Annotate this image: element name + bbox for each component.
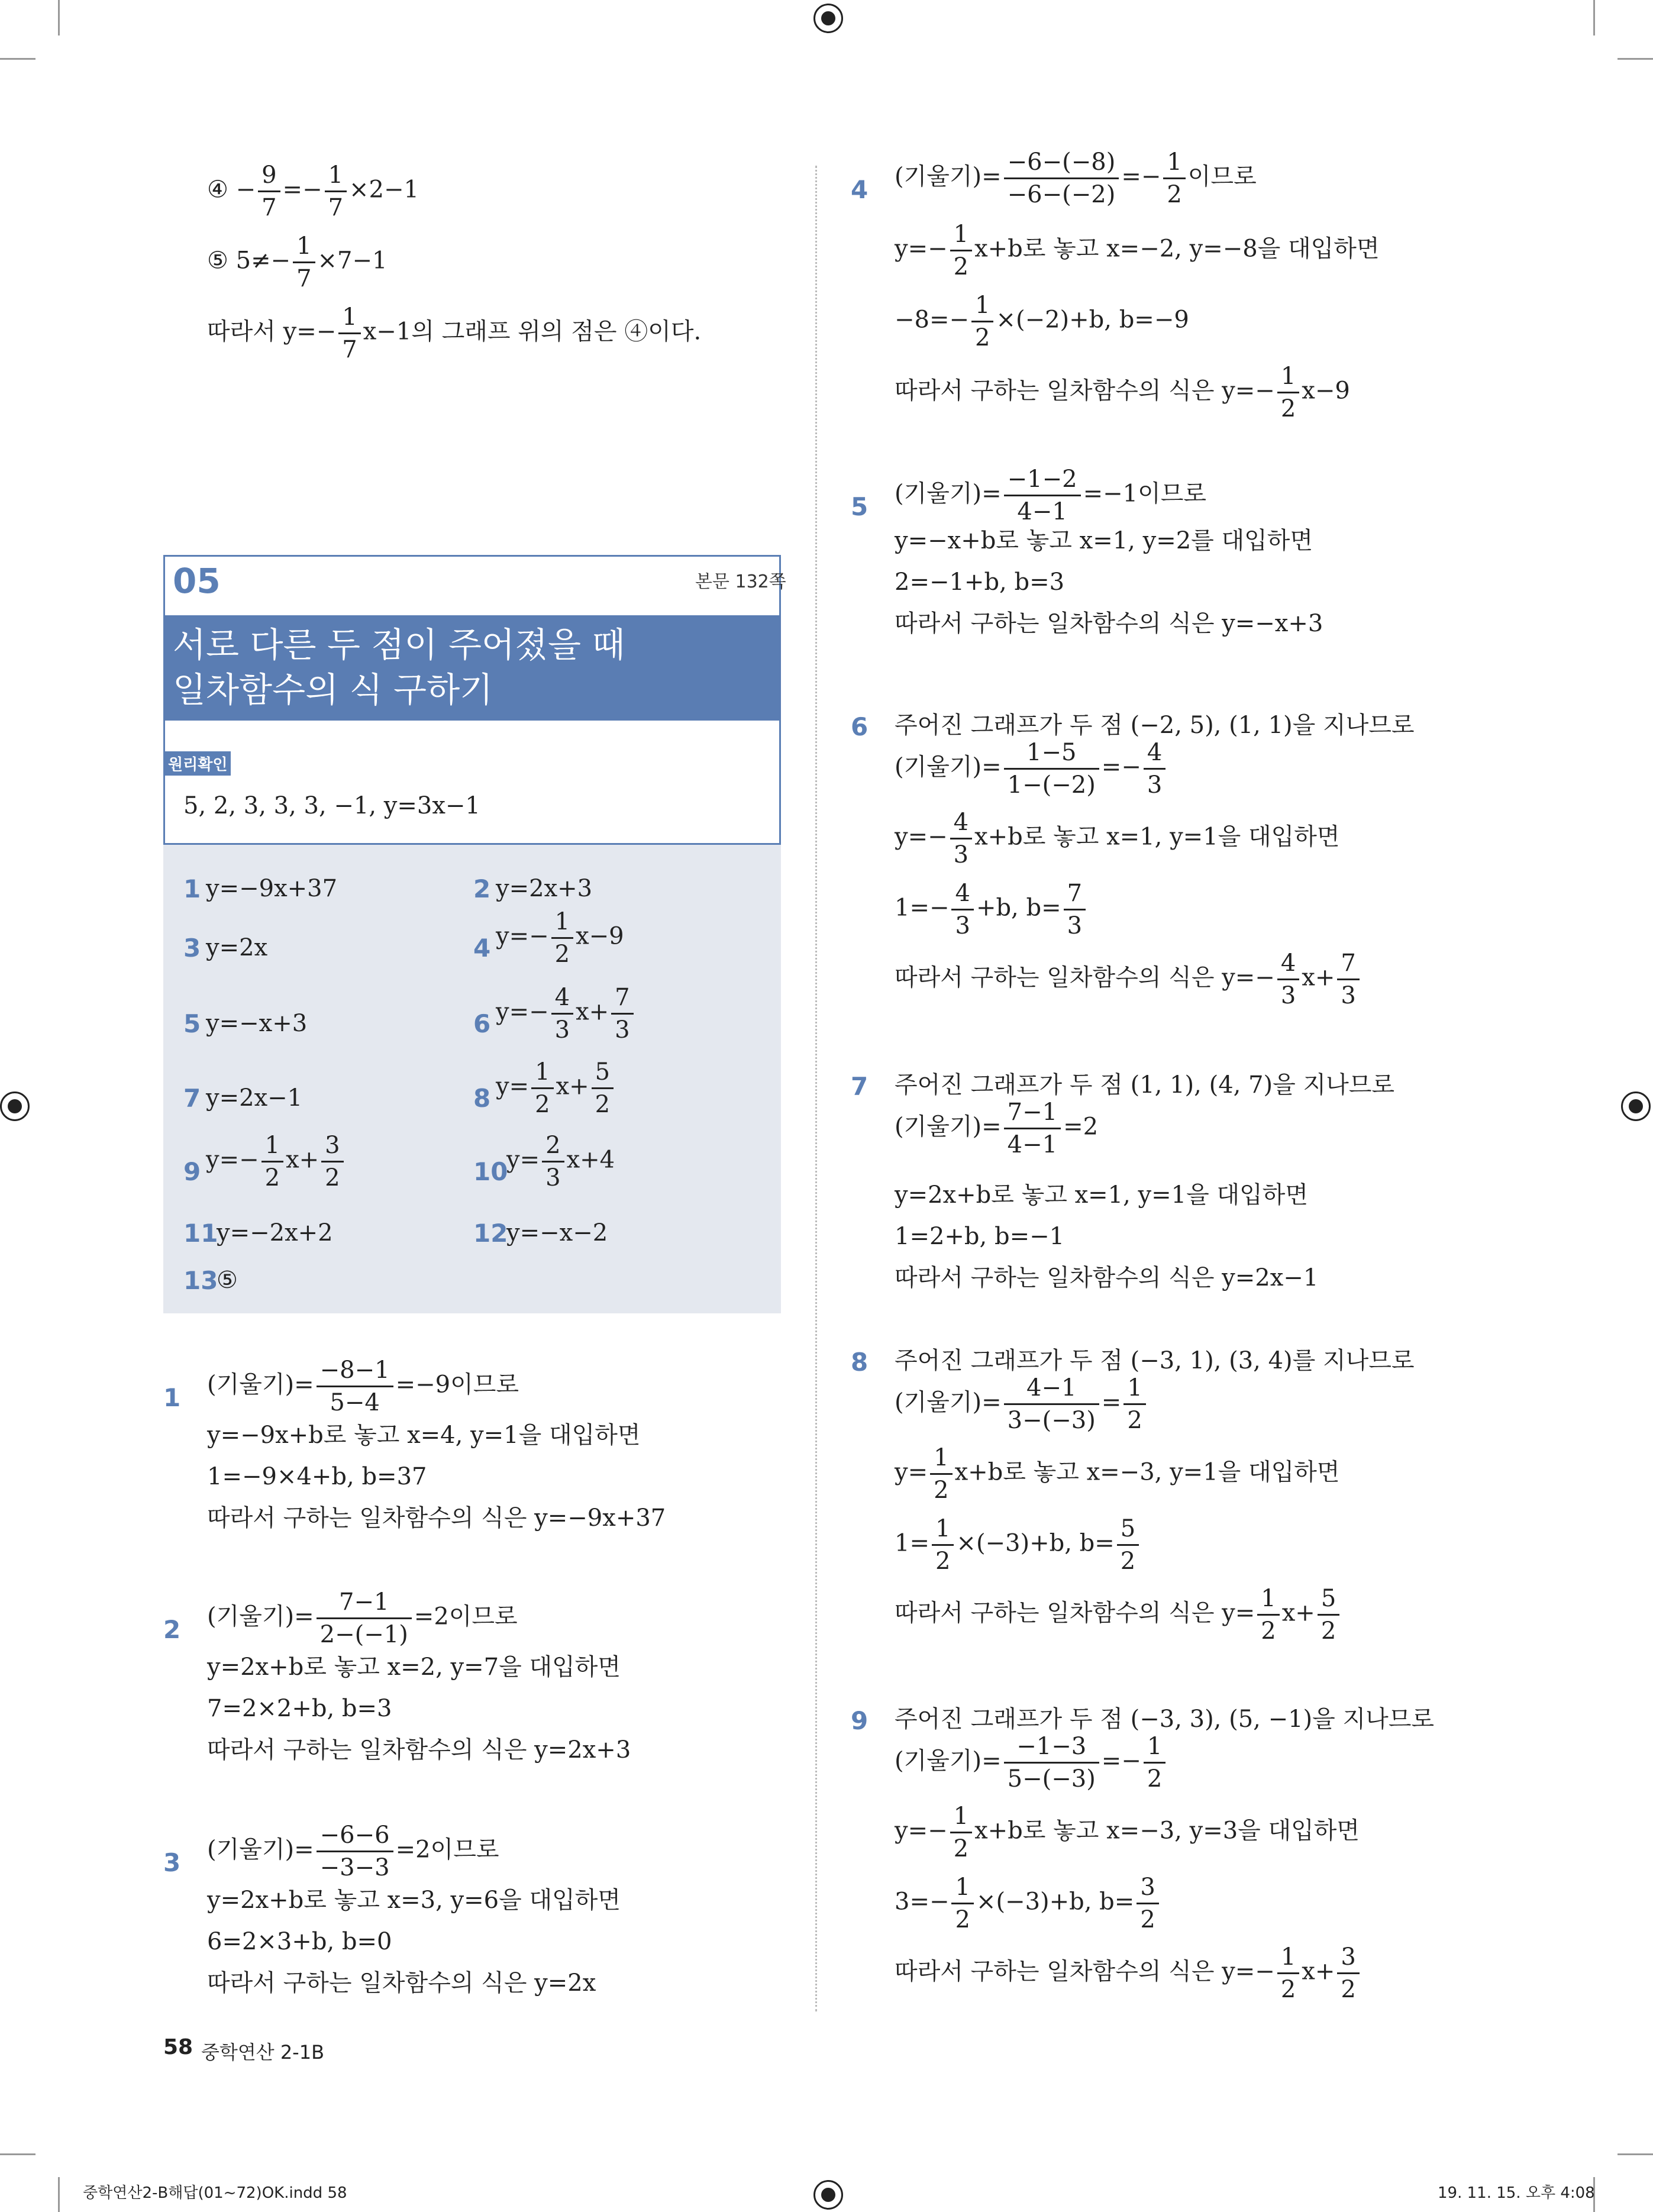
fraction-numerator: 5 <box>592 1057 614 1089</box>
text-segment: x+ <box>1302 964 1335 992</box>
solution-line <box>895 948 1362 1011</box>
answer-text <box>206 1080 302 1116</box>
fraction <box>592 1057 614 1120</box>
fraction <box>1004 147 1119 210</box>
fraction-denominator: 2 <box>1321 1617 1336 1645</box>
solution-line <box>895 147 1257 210</box>
registration-mark-icon <box>813 2180 843 2210</box>
text-segment: y=2x+3 <box>496 875 593 902</box>
fraction <box>317 1820 393 1883</box>
answer-number: 10 <box>473 1157 508 1186</box>
fraction-numerator: 7 <box>1337 948 1359 980</box>
fraction-denominator: 2 <box>955 1906 970 1933</box>
text-segment: ×(−2)+b, b=−9 <box>996 306 1189 334</box>
text-segment: 주어진 그래프가 두 점 (−3, 1), (3, 4)를 지나므로 <box>895 1347 1415 1374</box>
section-ref: 본문 132쪽 <box>695 571 786 592</box>
problem-number: 4 <box>851 175 869 204</box>
text-segment: 따라서 구하는 일차함수의 식은 y=2x−1 <box>895 1264 1319 1291</box>
fraction-denominator: 3 <box>615 1016 630 1044</box>
answer-text <box>506 1130 615 1193</box>
fraction-denominator: 3 <box>953 841 969 868</box>
fraction-denominator: 2 <box>535 1091 550 1118</box>
text-segment: x−9 <box>1302 377 1350 405</box>
text-segment: =2 <box>1063 1113 1099 1141</box>
text-segment: x+ <box>556 1073 589 1100</box>
fraction-denominator: 2 <box>1280 395 1296 422</box>
answer-text <box>206 871 337 906</box>
answer-number: 6 <box>473 1009 491 1038</box>
text-segment: x+ <box>576 998 609 1026</box>
fraction <box>932 1513 954 1577</box>
principle-tag: 원리확인 <box>164 751 231 776</box>
text-segment: x+ <box>1302 1958 1335 1985</box>
answer-text <box>496 906 624 970</box>
fraction-numerator: 1 <box>950 1801 972 1833</box>
solution-line <box>895 606 1323 641</box>
fraction-denominator: 2 <box>935 1548 951 1575</box>
fraction-denominator: 5−(−3) <box>1007 1765 1096 1793</box>
crop-mark <box>1593 0 1595 35</box>
crop-mark <box>0 2153 35 2155</box>
fraction <box>321 1130 343 1193</box>
fraction-denominator: 2 <box>325 1164 340 1191</box>
fraction <box>930 1442 952 1506</box>
text-segment: 6=2×3+b, b=0 <box>207 1928 392 1955</box>
text-segment: (기울기)= <box>895 480 1002 508</box>
text-segment: x+b로 놓고 x=−3, y=3을 대입하면 <box>974 1817 1360 1845</box>
fraction <box>1117 1513 1139 1577</box>
solution-line <box>895 1942 1362 2005</box>
fraction-numerator: 1 <box>1123 1373 1145 1405</box>
solution-line <box>895 1097 1098 1160</box>
text-segment: y=2x+b로 놓고 x=2, y=7을 대입하면 <box>207 1654 621 1681</box>
problem-number: 3 <box>163 1848 181 1877</box>
fraction-denominator: 3 <box>554 1016 570 1044</box>
fraction-numerator: 7 <box>1064 878 1086 910</box>
fraction-numerator: 4−1 <box>1004 1373 1099 1405</box>
crop-mark <box>0 58 35 60</box>
fraction-denominator: 2 <box>1120 1548 1136 1575</box>
solution-line <box>895 1513 1141 1577</box>
left-top-line-4: ④ − $\frac{9}{7}$ =− $\frac{1}{7}$ ×2−1 <box>207 160 419 223</box>
text-segment: 주어진 그래프가 두 점 (1, 1), (4, 7)을 지나므로 <box>895 1071 1395 1099</box>
text-segment: y=2x+b로 놓고 x=3, y=6을 대입하면 <box>207 1887 621 1914</box>
solution-line <box>895 523 1313 558</box>
answer-number: 11 <box>183 1219 218 1248</box>
solution-line <box>895 464 1206 527</box>
text-segment: =−9이므로 <box>395 1371 519 1399</box>
text-segment: 따라서 구하는 일차함수의 식은 y= <box>895 1599 1255 1627</box>
fraction <box>611 982 633 1045</box>
problem-number: 5 <box>851 492 869 521</box>
text-segment: +b, b= <box>976 894 1061 922</box>
solution-line <box>895 737 1168 800</box>
solution-line <box>895 1872 1161 1935</box>
fraction-numerator: 3 <box>321 1130 343 1162</box>
fraction <box>261 1130 283 1193</box>
text-segment: x+ <box>286 1146 319 1174</box>
text-segment: =−1이므로 <box>1083 480 1206 508</box>
fraction <box>317 1587 412 1650</box>
answer-number: 4 <box>473 934 491 963</box>
left-top-line-6: 따라서 y=− $\frac{1}{7}$ x−1의 그래프 위의 점은 ④이다. <box>207 302 701 365</box>
text-segment: y=− <box>895 235 948 263</box>
fraction-numerator: 2 <box>542 1130 564 1162</box>
fraction-denominator: 2 <box>1127 1407 1142 1434</box>
answer-number: 8 <box>473 1084 491 1113</box>
text-segment: y=−x+3 <box>206 1010 308 1037</box>
fraction-denominator: 4−1 <box>1017 498 1067 525</box>
fraction-denominator: 2 <box>934 1477 949 1504</box>
text-segment: y=−2x+2 <box>217 1219 333 1247</box>
text-segment: y=−x−2 <box>506 1219 608 1247</box>
answer-number: 3 <box>183 934 201 963</box>
text-segment: 따라서 구하는 일차함수의 식은 y=−x+3 <box>895 610 1323 637</box>
text-segment: 이므로 <box>1187 163 1257 190</box>
text-segment: 주어진 그래프가 두 점 (−2, 5), (1, 1)을 지나므로 <box>895 712 1415 739</box>
fraction-denominator: 3 <box>1280 982 1296 1009</box>
problem-number: 2 <box>163 1615 181 1644</box>
text-segment: x+4 <box>566 1146 615 1174</box>
fraction <box>1123 1373 1145 1436</box>
text-segment: 따라서 구하는 일차함수의 식은 y=2x+3 <box>207 1736 631 1764</box>
fraction-numerator: 1 <box>971 290 993 322</box>
solution-line <box>207 1417 641 1453</box>
fraction-denominator: 3 <box>1341 982 1356 1009</box>
answer-text <box>496 871 592 906</box>
fraction <box>950 1801 972 1864</box>
fraction <box>551 982 573 1045</box>
fraction-numerator: 3 <box>1337 1942 1359 1974</box>
registration-mark-icon <box>1621 1092 1651 1121</box>
text-segment: 따라서 구하는 일차함수의 식은 y=−9x+37 <box>207 1504 666 1532</box>
text-segment: =− <box>1101 1747 1141 1775</box>
principle-text: 5, 2, 3, 3, 3, −1, y=3x−1 <box>183 792 480 819</box>
text-segment: =2이므로 <box>414 1603 518 1630</box>
solution-line <box>895 1260 1318 1296</box>
solution-line <box>207 1732 631 1768</box>
text-segment: (기울기)= <box>207 1371 314 1399</box>
fraction-denominator: 3 <box>545 1164 561 1191</box>
answer-text <box>496 982 636 1045</box>
text-segment: y=2x−1 <box>206 1084 303 1112</box>
fraction-numerator: 1 <box>1277 1942 1299 1974</box>
file-name: 중학연산2-B해답(01~72)OK.indd 58 <box>83 2184 347 2202</box>
fraction-numerator: 4 <box>951 878 973 910</box>
fraction <box>1004 737 1099 800</box>
fraction <box>531 1057 553 1120</box>
fraction-denominator: 2 <box>1280 1976 1296 2003</box>
fraction-numerator: 4 <box>950 807 972 839</box>
fraction <box>951 1872 973 1935</box>
fraction-numerator: 7−1 <box>317 1587 412 1619</box>
fraction <box>1137 1872 1158 1935</box>
text-segment: y= <box>496 1073 530 1100</box>
solution-line <box>895 1801 1360 1864</box>
solution-line <box>207 1649 621 1685</box>
crop-mark <box>1618 2153 1653 2155</box>
text-segment: 주어진 그래프가 두 점 (−3, 3), (5, −1)을 지나므로 <box>895 1706 1435 1733</box>
fraction <box>950 219 972 282</box>
text-segment: =− <box>1101 753 1141 781</box>
solution-line <box>207 1355 519 1418</box>
fraction <box>950 807 972 870</box>
text-segment: y=2x <box>206 934 268 961</box>
fraction-denominator: −6−(−2) <box>1007 181 1116 208</box>
solution-line <box>207 1965 596 2001</box>
solution-line <box>207 1691 392 1726</box>
fraction <box>1277 948 1299 1011</box>
fraction <box>1337 948 1359 1011</box>
left-top-line-5: ⑤ 5≠− $\frac{1}{7}$ ×7−1 <box>207 231 387 294</box>
fraction <box>1004 464 1081 527</box>
solution-line <box>207 1882 621 1918</box>
fraction-denominator: 2 <box>1341 1976 1356 2003</box>
text-segment: ⑤ <box>217 1267 238 1294</box>
text-segment: y=−x+b로 놓고 x=1, y=2를 대입하면 <box>895 527 1313 554</box>
fraction-denominator: 3 <box>955 912 970 939</box>
text-segment: ×(−3)+b, b= <box>976 1888 1135 1916</box>
text-segment: y=− <box>496 922 549 950</box>
registration-mark-icon <box>813 4 843 33</box>
fraction <box>1337 1942 1359 2005</box>
fraction-numerator: 1 <box>1144 1731 1166 1764</box>
text-segment: x+b로 놓고 x=1, y=1을 대입하면 <box>974 823 1340 851</box>
text-segment: (기울기)= <box>895 163 1002 190</box>
text-segment: 따라서 구하는 일차함수의 식은 y=2x <box>207 1969 596 1997</box>
fraction-denominator: 5−4 <box>330 1389 380 1416</box>
fraction-numerator: −8−1 <box>317 1355 393 1387</box>
answer-text <box>506 1215 608 1251</box>
answer-text <box>217 1215 333 1251</box>
fraction-numerator: 1 <box>1277 361 1299 393</box>
problem-number: 9 <box>851 1706 869 1735</box>
fraction-denominator: 2 <box>953 253 969 280</box>
fraction-denominator: 2 <box>1167 181 1182 208</box>
fraction-numerator: −1−3 <box>1004 1731 1099 1764</box>
text-segment: 3=− <box>895 1888 950 1916</box>
solution-line <box>895 290 1189 353</box>
fraction-denominator: 3 <box>1147 771 1163 799</box>
fraction-numerator: 7 <box>611 982 633 1015</box>
fraction-numerator: −6−(−8) <box>1004 147 1119 179</box>
print-date: 19. 11. 15. 오후 4:08 <box>1438 2184 1595 2202</box>
fraction-numerator: 1 <box>930 1442 952 1475</box>
text-segment: 1=−9×4+b, b=37 <box>207 1463 427 1490</box>
text-segment: −8=− <box>895 306 969 334</box>
fraction-denominator: 1−(−2) <box>1007 771 1096 799</box>
answer-number: 13 <box>183 1266 218 1295</box>
registration-mark-icon <box>0 1092 30 1121</box>
text-segment: (기울기)= <box>895 753 1002 781</box>
fraction-numerator: 1 <box>1163 147 1185 179</box>
fraction-numerator: 4 <box>1144 737 1166 770</box>
fraction-denominator: 2 <box>264 1164 280 1191</box>
solution-line <box>895 1442 1340 1506</box>
fraction <box>1004 1731 1099 1794</box>
fraction-numerator: 1 <box>1257 1583 1279 1616</box>
text-segment: 따라서 구하는 일차함수의 식은 y=− <box>895 964 1275 992</box>
answer-number: 2 <box>473 874 491 903</box>
fraction <box>317 1355 393 1418</box>
fraction-denominator: 2 <box>1147 1765 1163 1793</box>
fraction-denominator: 4−1 <box>1007 1131 1058 1158</box>
fraction <box>542 1130 564 1193</box>
text-segment: (기울기)= <box>895 1113 1002 1141</box>
fraction <box>1257 1583 1279 1646</box>
answer-text <box>217 1262 238 1298</box>
solution-line <box>895 361 1350 424</box>
text-segment: y= <box>506 1146 540 1174</box>
fraction-denominator: 2 <box>1140 1906 1155 1933</box>
text-segment: x+b로 놓고 x=−2, y=−8을 대입하면 <box>974 235 1380 263</box>
text-segment: 따라서 구하는 일차함수의 식은 y=− <box>895 377 1275 405</box>
column-divider <box>815 166 817 2011</box>
fraction <box>1318 1583 1339 1646</box>
fraction-numerator: 4 <box>1277 948 1299 980</box>
text-segment: y=− <box>206 1146 259 1174</box>
answer-number: 5 <box>183 1009 201 1038</box>
solution-line <box>207 1924 392 1959</box>
fraction <box>1064 878 1086 941</box>
fraction <box>1163 147 1185 210</box>
answer-number: 12 <box>473 1219 508 1248</box>
solution-line <box>895 807 1340 870</box>
text-segment: y=−9x+37 <box>206 875 338 902</box>
solution-line <box>895 1583 1342 1646</box>
fraction-denominator: 2−(−1) <box>319 1621 408 1648</box>
fraction <box>971 290 993 353</box>
text-segment: x+ <box>1281 1599 1315 1627</box>
answer-text <box>206 930 267 965</box>
problem-number: 1 <box>163 1383 181 1412</box>
fraction-numerator: −6−6 <box>317 1820 393 1852</box>
fraction <box>951 878 973 941</box>
answer-number: 9 <box>183 1157 201 1186</box>
text-segment: (기울기)= <box>207 1836 314 1864</box>
book-title: 중학연산 2-1B <box>201 2041 325 2064</box>
section-title: 서로 다른 두 점이 주어졌을 때 일차함수의 식 구하기 <box>173 625 625 710</box>
fraction <box>1004 1097 1061 1160</box>
text-segment: =− <box>1121 163 1161 190</box>
fraction-numerator: 1 <box>531 1057 553 1089</box>
text-segment: y=− <box>895 823 948 851</box>
fraction-numerator: 7−1 <box>1004 1097 1061 1129</box>
text-segment: y= <box>895 1458 928 1486</box>
fraction-numerator: 5 <box>1318 1583 1339 1616</box>
solution-line <box>895 1219 1064 1254</box>
fraction <box>1004 1373 1099 1436</box>
crop-mark <box>58 0 60 35</box>
fraction-denominator: 2 <box>1261 1617 1276 1645</box>
page-number: 58 <box>163 2035 193 2059</box>
solution-line <box>895 1177 1308 1213</box>
text-segment: = <box>1101 1388 1122 1416</box>
fraction <box>1144 737 1166 800</box>
text-segment: 1= <box>895 1529 929 1557</box>
fraction <box>1277 1942 1299 2005</box>
text-segment: x−9 <box>576 922 624 950</box>
text-segment: 따라서 구하는 일차함수의 식은 y=− <box>895 1958 1275 1985</box>
fraction <box>1277 361 1299 424</box>
solution-line <box>207 1820 499 1883</box>
text-segment: y=− <box>496 998 549 1026</box>
fraction-denominator: −3−3 <box>319 1854 390 1881</box>
problem-number: 6 <box>851 712 869 741</box>
solution-line <box>207 1587 518 1650</box>
answer-text <box>206 1006 307 1041</box>
problem-number: 8 <box>851 1348 869 1377</box>
answer-number: 1 <box>183 874 201 903</box>
answer-text <box>496 1057 616 1120</box>
text-segment: 2=−1+b, b=3 <box>895 569 1065 596</box>
solution-line <box>207 1459 427 1494</box>
text-segment: 1=− <box>895 894 950 922</box>
text-segment: (기울기)= <box>207 1603 314 1630</box>
fraction-numerator: 4 <box>551 982 573 1015</box>
text-segment: y=− <box>895 1817 948 1845</box>
solution-line <box>895 219 1380 282</box>
fraction-numerator: 1 <box>261 1130 283 1162</box>
fraction-numerator: −1−2 <box>1004 464 1081 496</box>
problem-number: 7 <box>851 1072 869 1101</box>
fraction-numerator: 1−5 <box>1004 737 1099 770</box>
answer-number: 7 <box>183 1084 201 1113</box>
fraction-denominator: 2 <box>975 324 990 351</box>
solution-line <box>895 564 1064 600</box>
fraction-denominator: 2 <box>554 941 570 968</box>
text-segment: =2이므로 <box>395 1836 499 1864</box>
text-segment: x+b로 놓고 x=−3, y=1을 대입하면 <box>954 1458 1340 1486</box>
fraction-denominator: 2 <box>595 1091 611 1118</box>
fraction-numerator: 5 <box>1117 1513 1139 1546</box>
text-segment: y=2x+b로 놓고 x=1, y=1을 대입하면 <box>895 1181 1309 1209</box>
fraction-numerator: 1 <box>950 219 972 251</box>
text-segment: y=−9x+b로 놓고 x=4, y=1을 대입하면 <box>207 1422 641 1449</box>
section-number: 05 <box>173 561 221 601</box>
solution-line <box>895 878 1088 941</box>
text-segment: ×(−3)+b, b= <box>956 1529 1115 1557</box>
solution-line <box>895 1731 1168 1794</box>
fraction-numerator: 1 <box>932 1513 954 1546</box>
fraction-numerator: 1 <box>951 1872 973 1904</box>
text-segment: (기울기)= <box>895 1388 1002 1416</box>
fraction-denominator: 3−(−3) <box>1007 1407 1096 1434</box>
fraction-numerator: 3 <box>1137 1872 1158 1904</box>
solution-line <box>895 1373 1148 1436</box>
fraction-numerator: 1 <box>551 906 573 939</box>
fraction-denominator: 2 <box>953 1835 969 1862</box>
text-segment: 1=2+b, b=−1 <box>895 1223 1065 1250</box>
fraction <box>1144 1731 1166 1794</box>
crop-mark <box>58 2177 60 2212</box>
fraction <box>551 906 573 970</box>
fraction-denominator: 3 <box>1067 912 1083 939</box>
crop-mark <box>1618 58 1653 60</box>
answer-text <box>206 1130 346 1193</box>
solution-line <box>207 1500 666 1536</box>
text-segment: 7=2×2+b, b=3 <box>207 1695 392 1722</box>
text-segment: (기울기)= <box>895 1747 1002 1775</box>
